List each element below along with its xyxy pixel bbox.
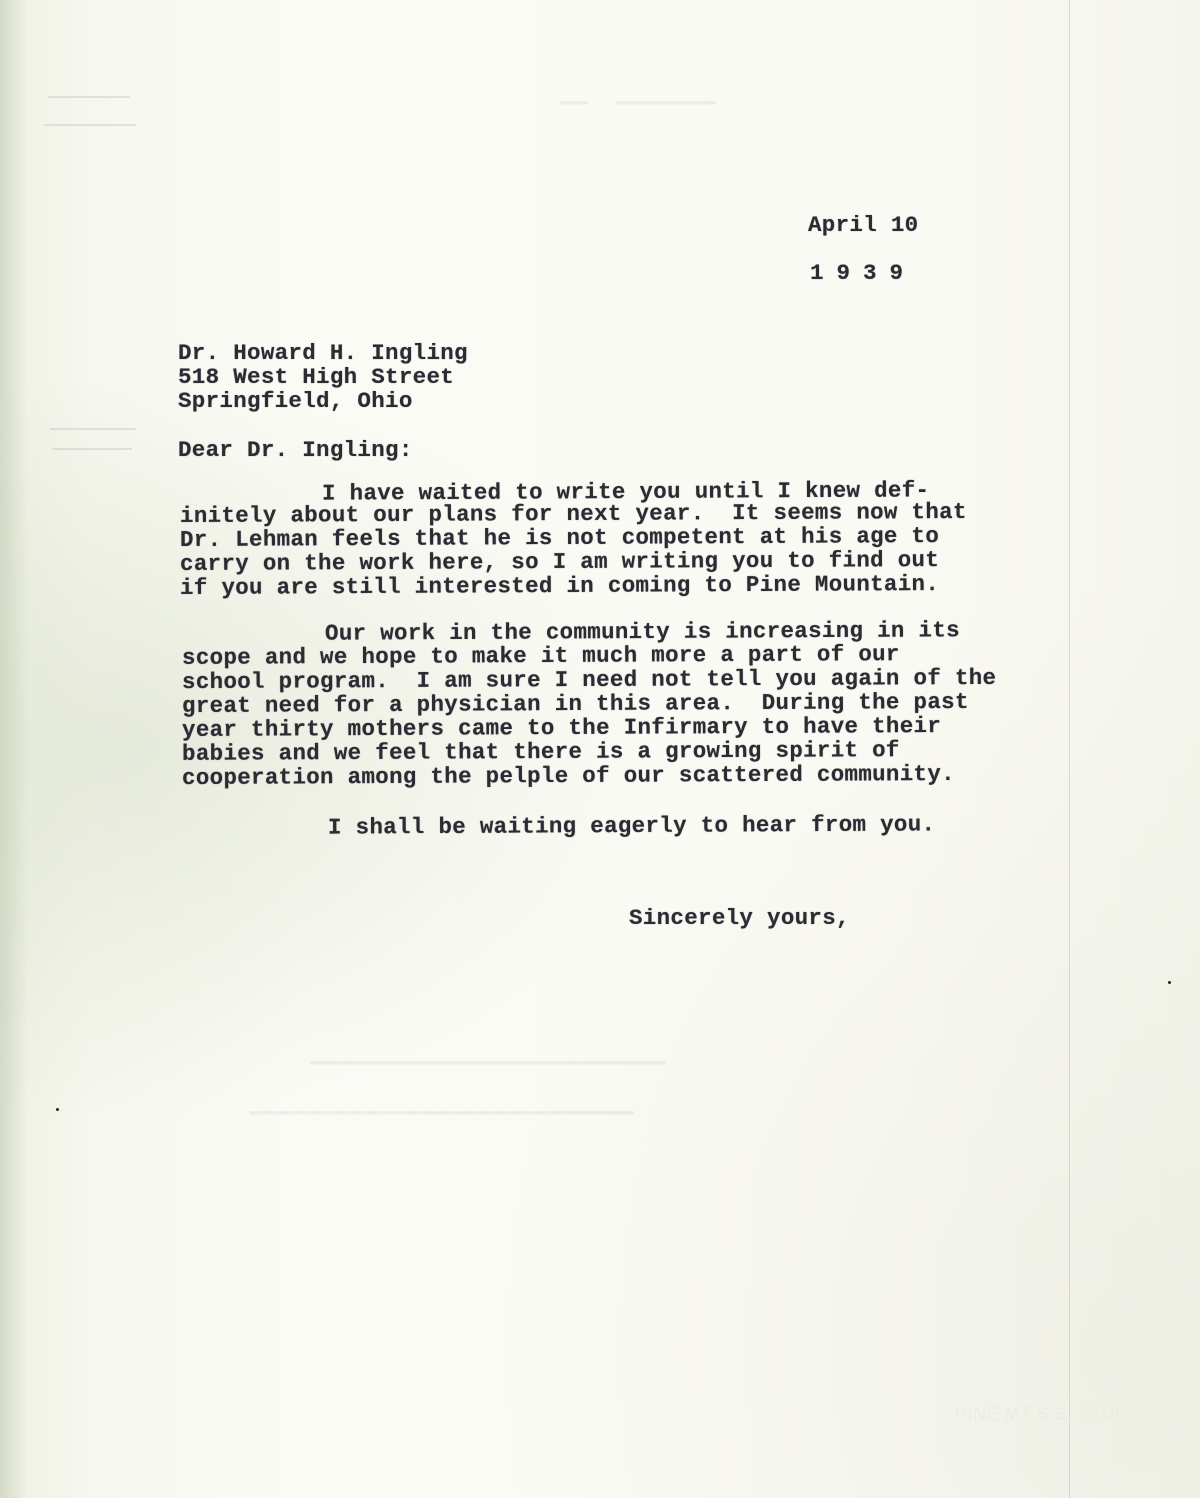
paragraph-2-line: year thirty mothers came to the Infirmary to have their	[181, 713, 942, 743]
paragraph-1-line: I have waited to write you until I knew def-	[321, 477, 930, 507]
paragraph-2-line: scope and we hope to make it much more a part of our	[181, 641, 900, 671]
show-through-mark	[50, 428, 136, 430]
show-through-text: ▁▁ ▁▁▁▁▁▁▁	[560, 81, 717, 106]
paragraph-2-line: Our work in the community is increasing in its	[324, 617, 960, 647]
margin-line	[1069, 0, 1070, 1498]
year-line: 1939	[810, 260, 917, 286]
paragraph-2-line: school program. I am sure I need not tell you again of the	[181, 664, 997, 696]
paragraph-2-line: cooperation among the pelple of our scattered community.	[181, 760, 955, 792]
show-through-text: ▁▁▁▁▁▁▁▁▁▁▁▁▁▁▁▁▁▁▁▁▁▁▁▁▁▁▁	[250, 1091, 635, 1116]
show-through-mark	[48, 96, 130, 98]
archive-watermark: PINE MT S.S. 2018	[955, 1404, 1121, 1424]
paragraph-1-line: initely about our plans for next year. It seems now that	[179, 498, 967, 530]
show-through-text: ▁▁▁▁▁▁▁▁▁▁▁▁▁▁▁▁▁▁▁▁▁▁▁▁▁	[310, 1041, 667, 1066]
show-through-mark	[44, 124, 136, 126]
ink-speck	[56, 1108, 59, 1111]
date-line: April 10	[808, 212, 919, 238]
paper-edge-shadow	[0, 0, 28, 1498]
address-line-name: Dr. Howard H. Ingling	[178, 340, 468, 366]
closing: Sincerely yours,	[629, 905, 850, 931]
paragraph-2-line: great need for a physician in this area. During the past	[181, 688, 969, 720]
paragraph-1-line: Dr. Lehman feels that he is not competent at his age to	[179, 523, 940, 553]
paragraph-1-line: if you are still interested in coming to Pine Mountain.	[179, 571, 940, 601]
paragraph-1-line: carry on the work here, so I am writing you to find out	[179, 547, 940, 577]
show-through-mark	[52, 448, 132, 450]
salutation: Dear Dr. Ingling:	[178, 437, 413, 463]
paragraph-2-line: babies and we feel that there is a growing spirit of	[181, 737, 900, 767]
address-line-street: 518 West High Street	[178, 364, 455, 390]
address-line-city: Springfield, Ohio	[178, 388, 413, 414]
paragraph-3: I shall be waiting eagerly to hear from you.	[327, 811, 936, 841]
ink-speck	[1168, 981, 1171, 984]
